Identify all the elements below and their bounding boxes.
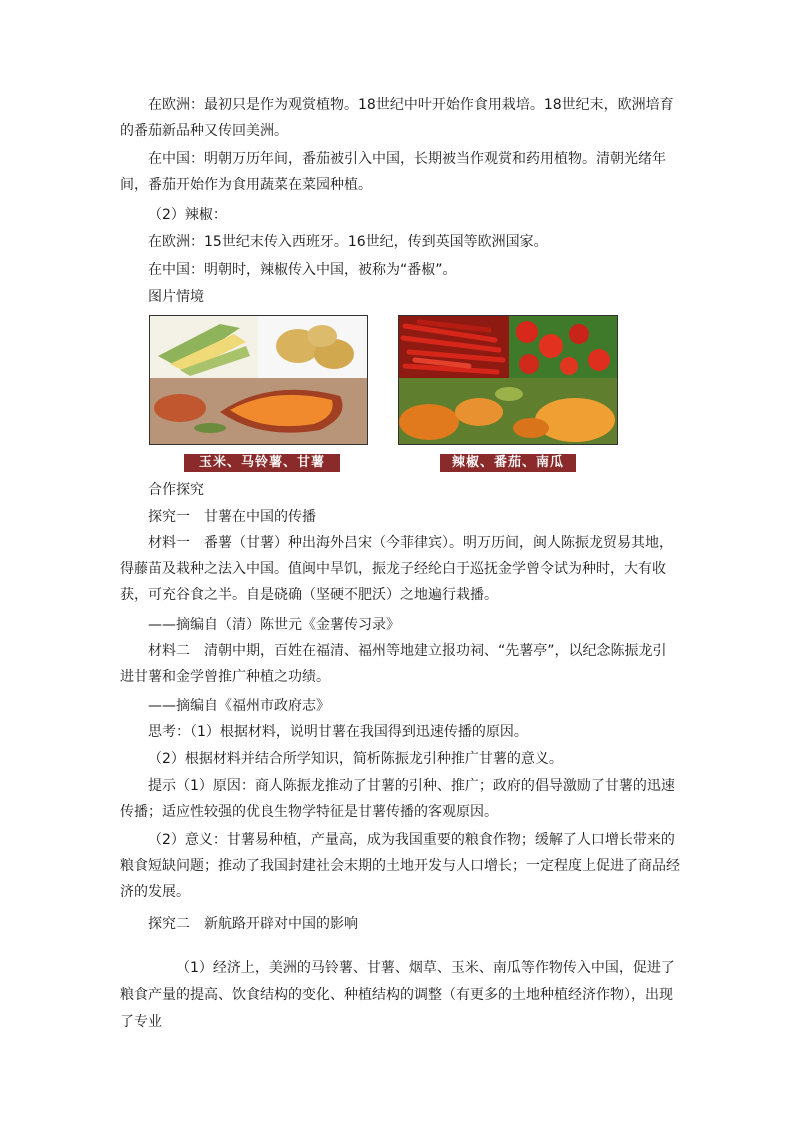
caption-right: 辣椒、番茄、南瓜 (440, 454, 576, 472)
paragraph-europe-tomato: 在欧洲：最初只是作为观赏植物。18世纪中叶开始作食用栽培。18世纪末，欧洲培育的番茄新品种又传回美洲。 (120, 97, 674, 139)
source-1: ——摘编自（清）陈世元《金薯传习录》 (148, 617, 400, 633)
paragraph-china-chili: 在中国：明朝时，辣椒传入中国，被称为“番椒”。 (148, 262, 457, 278)
inquiry-2-paragraph-1: （1）经济上，美洲的马铃薯、甘薯、烟草、玉米、南瓜等作物传入中国，促进了粮食产量的提高、饮食结构的变化、种植结构的调整（有更多的土地种植经济作物），出现了专业 (120, 960, 675, 1030)
crops-illustration-right (399, 316, 617, 444)
hint-1: 提示（1）原因：商人陈振龙推动了甘薯的引种、推广；政府的倡导激励了甘薯的迅速传播；适应性较强的优良生物学特征是甘薯传播的客观原因。 (120, 778, 675, 820)
source-2: ——摘编自《福州市政府志》 (148, 698, 330, 714)
crops-photo-left (149, 315, 368, 445)
cooperation-heading: 合作探究 (148, 482, 204, 498)
picture-heading: 图片情境 (148, 289, 204, 305)
hint-2: （2）意义：甘薯易种植，产量高，成为我国重要的粮食作物；缓解了人口增长带来的粮食短缺问题；推动了我国封建社会末期的土地开发与人口增长；一定程度上促进了商品经济的发展。 (120, 832, 680, 900)
think-question-2: （2）根据材料并结合所学知识，简析陈振龙引种推广甘薯的意义。 (148, 751, 563, 767)
inquiry-1-title: 探究一 甘薯在中国的传播 (148, 509, 316, 525)
paragraph-china-tomato: 在中国：明朝万历年间，番茄被引入中国，长期被当作观赏和药用植物。清朝光绪年间，番茄开始作为食用蔬菜在菜园种植。 (120, 151, 666, 193)
crops-illustration-left (150, 316, 367, 444)
material-2: 材料二 清朝中期，百姓在福清、福州等地建立报功祠、“先薯亭”，以纪念陈振龙引进甘薯和金学曾推广种植之功绩。 (120, 643, 667, 685)
chili-heading: （2）辣椒： (148, 207, 227, 223)
paragraph-europe-chili: 在欧洲：15世纪末传入西班牙。16世纪，传到英国等欧洲国家。 (148, 234, 548, 250)
inquiry-2-title: 探究二 新航路开辟对中国的影响 (148, 916, 358, 932)
crops-photo-right (398, 315, 618, 445)
think-question-1: 思考：（1）根据材料，说明甘薯在我国得到迅速传播的原因。 (148, 724, 528, 740)
caption-left: 玉米、马铃薯、甘薯 (184, 454, 340, 472)
material-1: 材料一 番薯（甘薯）种出海外吕宋（今菲律宾）。明万历间，闽人陈振龙贸易其地，得藤苗及栽种之法入中国。值闽中旱饥，振龙子经纶白于巡抚金学曾令试为种时，大有收获，可充谷食之半。自是硗确（坚硬不肥沃）之地遍行栽播。 (120, 535, 673, 603)
